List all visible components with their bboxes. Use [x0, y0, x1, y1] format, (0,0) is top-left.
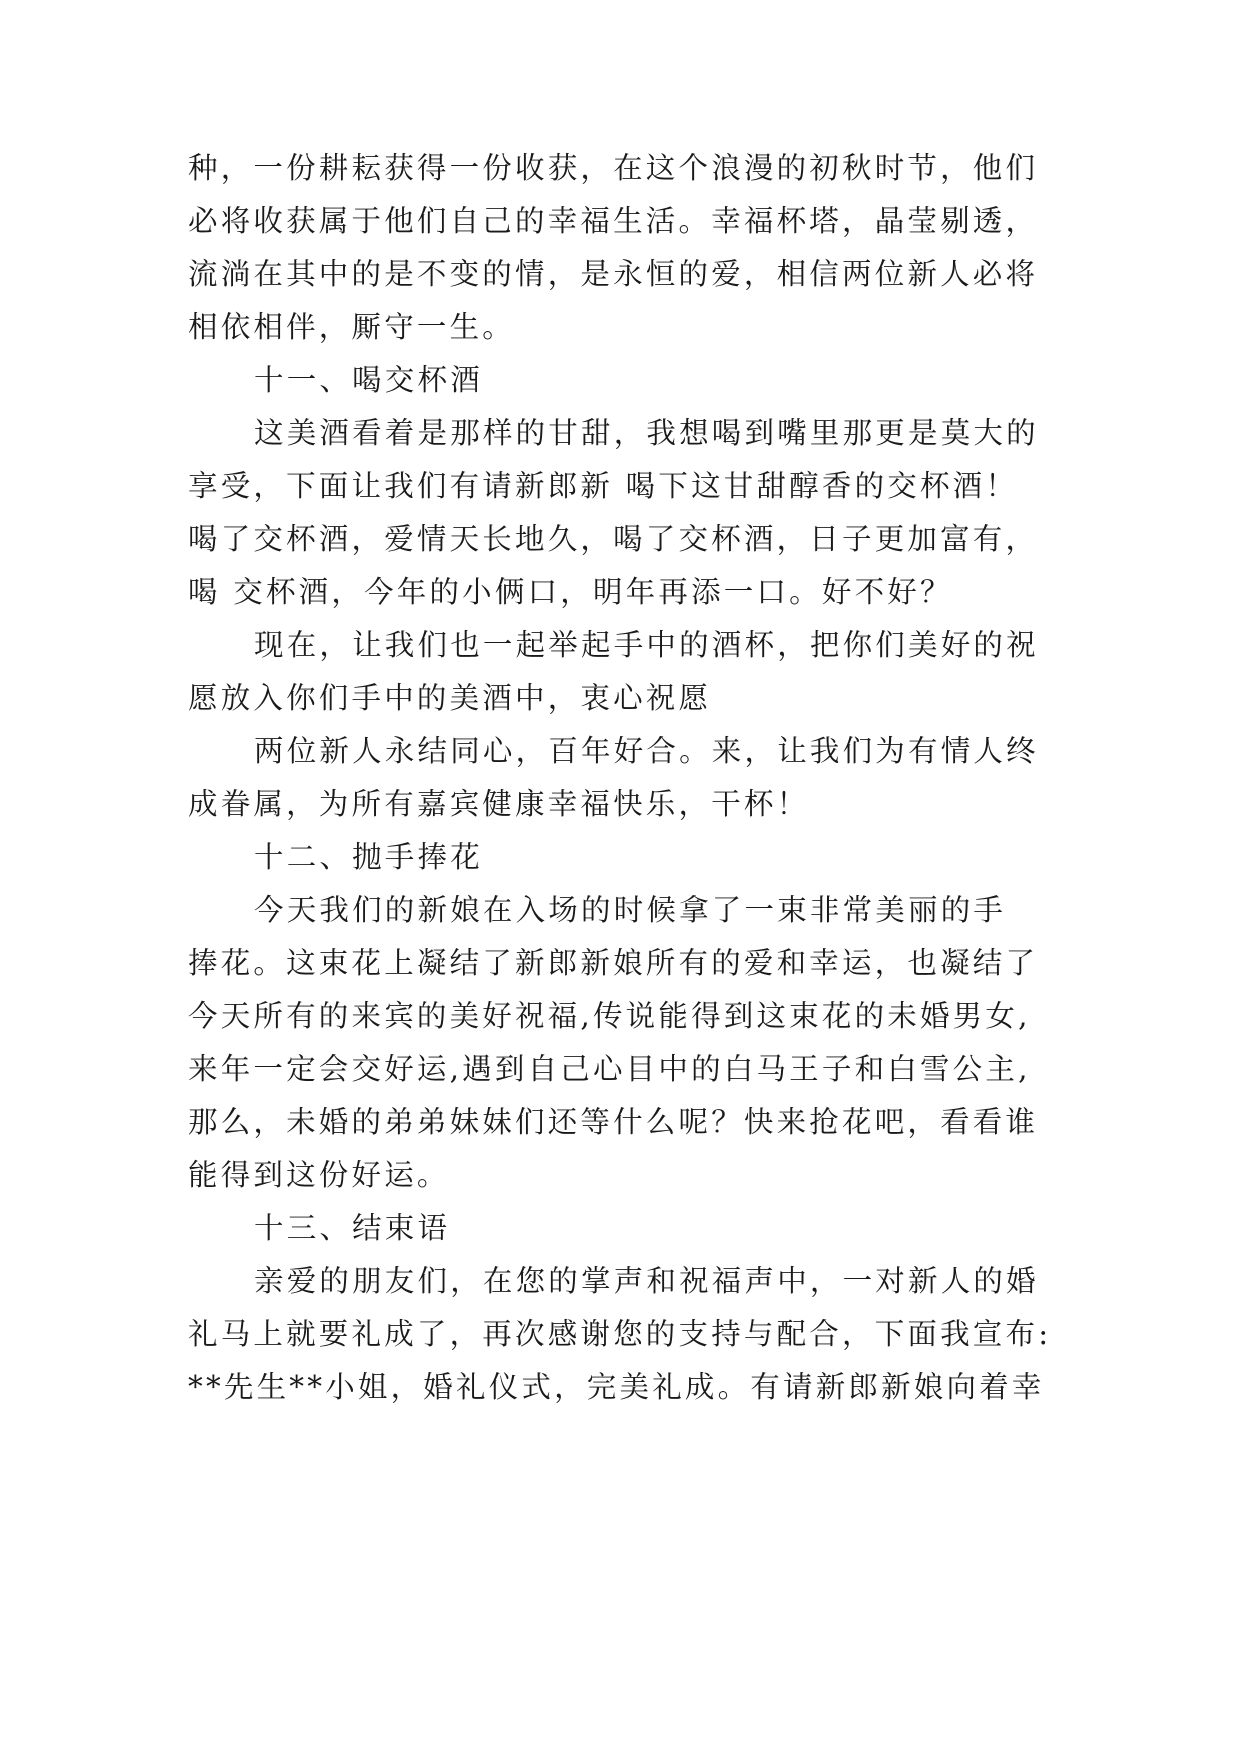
section-heading: 十一、喝交杯酒	[254, 363, 483, 397]
text-line: 享受，下面让我们有请新郎新 喝下这甘甜醇香的交杯酒！	[188, 469, 1019, 503]
text-line: 礼马上就要礼成了，再次感谢您的支持与配合，下面我宣布:	[188, 1317, 1052, 1351]
text-line: 捧花。这束花上凝结了新郎新娘所有的爱和幸运，也凝结了	[188, 946, 1039, 980]
text-line: 来年一定会交好运,遇到自己心目中的白马王子和白雪公主,	[188, 1052, 1031, 1086]
text-line: 今天我们的新娘在入场的时候拿了一束非常美丽的手	[254, 893, 1007, 927]
text-line: 喝了交杯酒，爱情天长地久，喝了交杯酒，日子更加富有，	[188, 522, 1039, 556]
text-line: 亲爱的朋友们，在您的掌声和祝福声中，一对新人的婚	[254, 1264, 1039, 1298]
text-line: 相依相伴，厮守一生。	[188, 310, 516, 344]
text-line: 流淌在其中的是不变的情，是永恒的爱，相信两位新人必将	[188, 257, 1039, 291]
text-line: 愿放入你们手中的美酒中，衷心祝愿	[188, 681, 712, 715]
text-line: 今天所有的来宾的美好祝福,传说能得到这束花的未婚男女,	[188, 999, 1031, 1033]
text-line: 必将收获属于他们自己的幸福生活。幸福杯塔，晶莹剔透，	[188, 204, 1039, 238]
text-line: 能得到这份好运。	[188, 1158, 450, 1192]
text-line: **先生**小姐，婚礼仪式，完美礼成。有请新郎新娘向着幸	[188, 1370, 1045, 1404]
text-line: 喝 交杯酒，今年的小俩口，明年再添一口。好不好？	[188, 575, 953, 609]
section-heading: 十二、抛手捧花	[254, 840, 483, 874]
text-line: 成眷属，为所有嘉宾健康幸福快乐，干杯！	[188, 787, 810, 821]
section-heading: 十三、结束语	[254, 1211, 451, 1245]
text-line: 这美酒看着是那样的甘甜，我想喝到嘴里那更是莫大的	[254, 416, 1039, 450]
text-line: 两位新人永结同心，百年好合。来，让我们为有情人终	[254, 734, 1039, 768]
text-line: 种，一份耕耘获得一份收获，在这个浪漫的初秋时节，他们	[188, 151, 1039, 185]
text-line: 那么，未婚的弟弟妹妹们还等什么呢？快来抢花吧，看看谁	[188, 1105, 1039, 1139]
text-line: 现在，让我们也一起举起手中的酒杯，把你们美好的祝	[254, 628, 1039, 662]
